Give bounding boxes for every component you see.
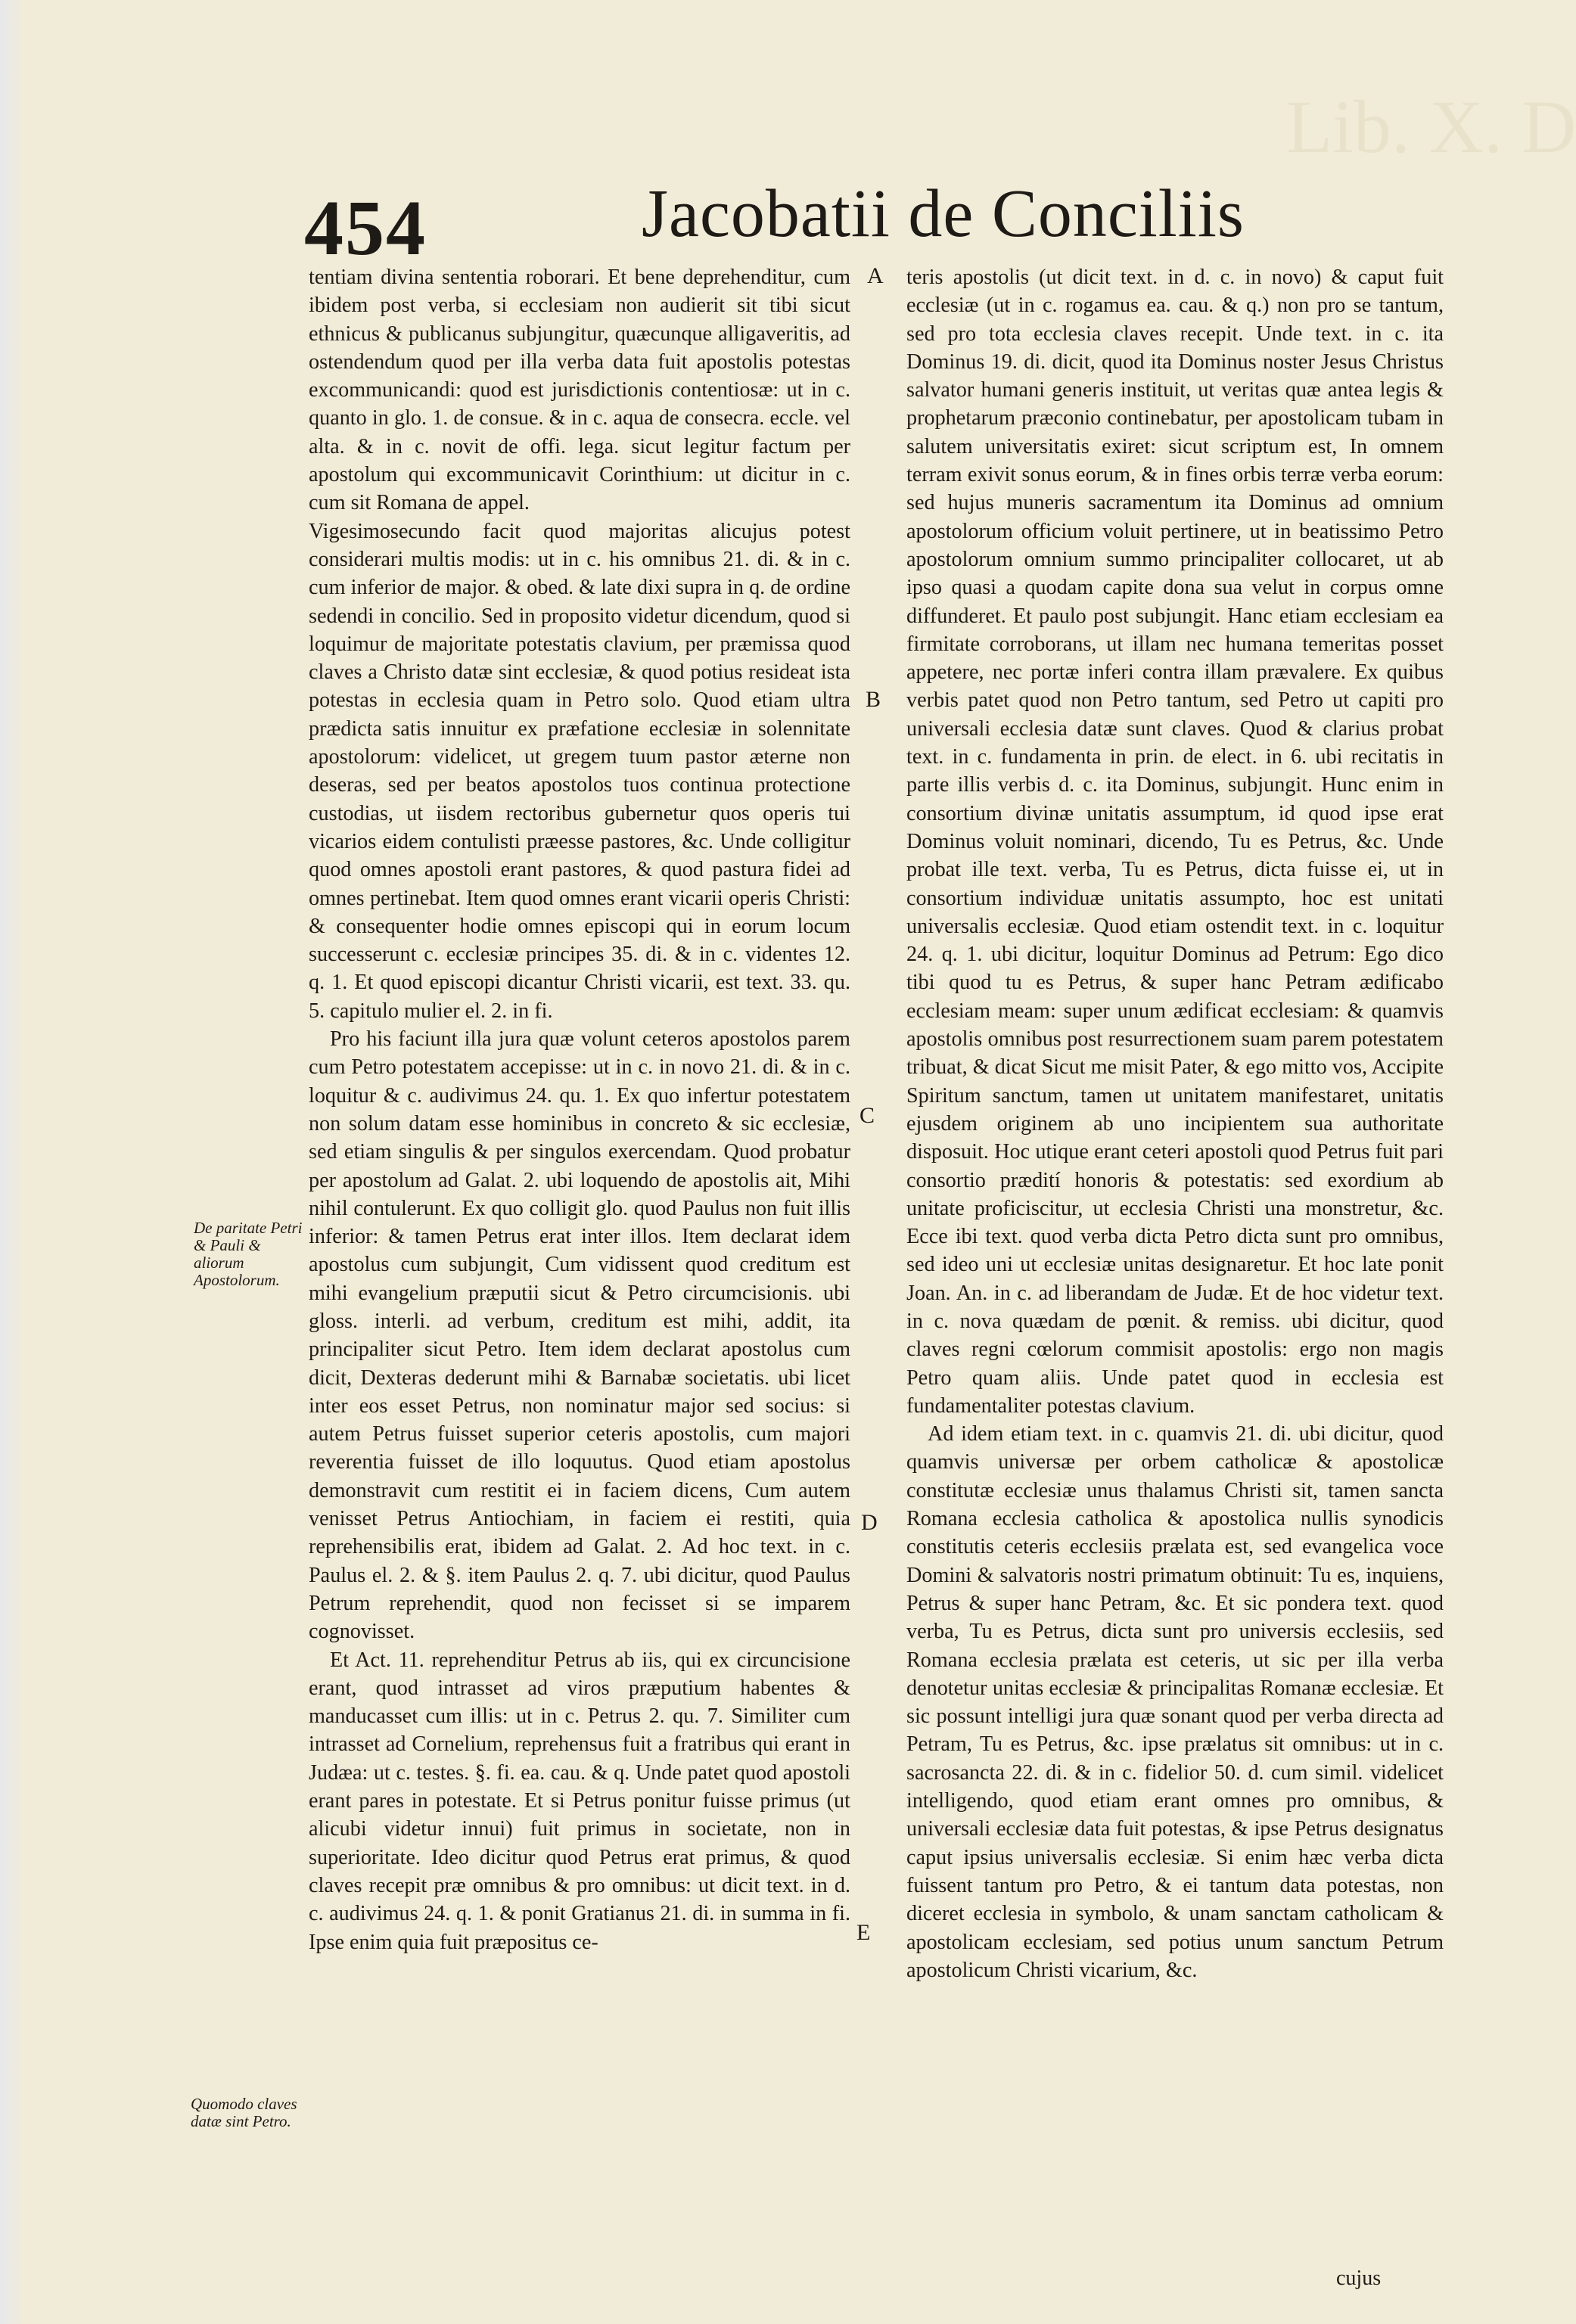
running-title: Jacobatii de Conciliis bbox=[642, 176, 1245, 251]
section-marker-d: D bbox=[861, 1510, 878, 1535]
marginal-note-parity: De paritate Petri & Pauli & aliorum Apostolorum. bbox=[194, 1219, 303, 1289]
page-edge bbox=[0, 0, 24, 2324]
marginal-note-keys: Quomodo claves datæ sint Petro. bbox=[191, 2095, 297, 2130]
catchword: cujus bbox=[1336, 2267, 1382, 2290]
paragraph: Ad idem etiam text. in c. quamvis 21. di. ubi dicitur, quod quamvis universæ per orbem catholicæ & apostolicæ constitutæ ecclesiæ unus thalamus Christi sit, tamen sancta Romana ecclesia catholica & apostolica nullis synodicis constitutis ceteris ecclesiis prælata est, sed evangelica voce Domini & salvatoris nostri primatum obtinuit: Tu es, inquiens, Petrus & super hanc Petram, &c. Et sic pondera text. quod verba, Tu es Petrus, dicta sunt pro universis ecclesiis, sed Romana ecclesia prælata est ceteris, ut sic per illa verba denotetur unitas ecclesiæ & principalitas Romanæ ecclesiæ. Et sic possunt intelligi jura quæ sonant quod per verba directa ad Petram, Tu es Petrus, &c. ipse prælatus sit omnibus: ut in c. sacrosancta 22. di. & in c. fidelior 50. d. cum simil. videlicet intelligendo, quod etiam erant omnes pro omnibus, & universali ecclesiæ data fuit potestas, & ipse Petrus designatus caput ipsius universalis ecclesiæ. Si enim hæc verba dicta fuissent tantum pro Petro, & ei tantum data potestas, non diceret ecclesia in symbolo, & unam sanctam catholicam & apostolicam ecclesiam, sed potius unum sanctum Petrum apostolicum Christi vicarium, &c. bbox=[906, 1422, 1444, 1982]
section-marker-c: C bbox=[859, 1103, 875, 1128]
paragraph: Pro his faciunt illa jura quæ volunt ceteros apostolos parem cum Petro potestatem accepisse: ut in c. in novo 21. di. & in c. loquitur & c. audivimus 24. qu. 1. Ex quo infertur potestatem non solum datam esse hominibus in concreto & sic ecclesiæ, sed etiam singulis & per singulos exercendam. Quod probatur per apostolum ad Galat. 2. ubi loquendo de apostolis ait, Mihi nihil contulerunt. Ex quo colligit glo. quod Paulus non fuit illis inferior: & tamen Petrus erat inter illos. Item declarat idem apostolus cum subjungit, Cum vidissent quod creditum est mihi evangelium præputii sicut & Petro circumcisionis. ubi gloss. interli. ad verbum, creditum est mihi, addit, ita principaliter sicut Petro. Item idem declarat apostolus cum dicit, Dexteras dederunt mihi & Barnabæ societatis. ubi licet inter eos esset Petrus, non nominatur major sed socius: si autem Petrus fuisset superior ceteris apostolis, cum majori reverentia fuisset de illo loquutus. Quod etiam apostolus demonstravit cum restitit ei in faciem dicens, Cum autem venisset Petrus Antiochiam, in faciem ei restiti, quia reprehensibilis erat, ibidem ad Galat. 2. Ad hoc text. in c. Paulus el. 2. & §. item Paulus 2. q. 7. ubi dicitur, quod Paulus Petrum reprehendit, quod non fecisset si se imparem cognovisset. bbox=[309, 1027, 850, 1644]
show-through-text: Lib. X. D bbox=[1286, 85, 1576, 169]
paragraph: Et Act. 11. reprehenditur Petrus ab iis, qui ex circuncisione erant, quod intrasset ad viros præputium habentes & manducasset cum illis: ut in c. Petrus 2. qu. 7. Similiter cum intrasset ad Cornelium, reprehensus fuit a fratribus qui erant in Judæa: ut c. testes. §. fi. ea. cau. & q. Unde patet quod apostoli erant pares in potestate. Et si Petrus ponitur fuisse primus (ut alicubi videtur innui) fuit primus in societate, non in superioritate. Ideo dicitur quod Petrus erat primus, & quod claves recepit præ omnibus & pro omnibus: ut dicit text. in d. c. audivimus 24. q. 1. & ponit Gratianus 21. di. in summa in fi. Ipse enim quia fuit præpositus ce- bbox=[309, 1648, 850, 1954]
section-marker-e: E bbox=[856, 1920, 871, 1945]
left-column bbox=[309, 263, 850, 1956]
paragraph: Vigesimosecundo facit quod majoritas alicujus potest considerari multis modis: ut in c. his omnibus 21. di. & in c. cum inferior de major. & obed. & late dixi supra in q. de ordine sedendi in concilio. Sed in proposito videtur dicendum, quod si loquimur de majoritate potestatis clavium, per præmissa quod claves a Christo datæ sint ecclesiæ, & quod potius resideat ista potestas in ecclesia quam in Petro solo. Quod etiam ultra prædicta satis innuitur ex præfatione ecclesiæ in solennitate apostolorum: videlicet, ut gregem tuum pastor æterne non deseras, sed per beatos apostolos tuos continua protectione custodias, ut iisdem rectoribus gubernetur quos operis tui vicarios eidem contulisti præesse pastores, &c. Unde colligitur quod omnes apostoli erant pastores, & quod pastura fidei ad omnes pertinebat. Item quod omnes erant vicarii operis Christi: & consequenter hodie omnes episcopi qui in eorum locum successerunt c. ecclesiæ principes 35. di. & in c. videntes 12. q. 1. Et quod episcopi dicantur Christi vicarii, est text. 33. qu. 5. capitulo mulier el. 2. in fi. bbox=[309, 519, 850, 1023]
page-number: 454 bbox=[304, 185, 427, 272]
paragraph: tentiam divina sententia roborari. Et bene deprehenditur, cum ibidem post verba, si ecclesiam non audierit sit tibi sicut ethnicus & publicanus subjungitur, quæcunque alligaveritis, ad ostendendum quod per illa verba data fuit apostolis potestas excommunicandi: quod est jurisdictionis contentiosæ: ut in c. quanto in glo. 1. de consue. & in c. aqua de consecra. eccle. vel alta. & in c. novit de offi. lega. sicut legitur factum per apostolum qui excommunicavit Corinthium: ut dicitur in c. cum sit Romana de appel. bbox=[309, 266, 850, 515]
paragraph: teris apostolis (ut dicit text. in d. c. in novo) & caput fuit ecclesiæ (ut in c. rogamus ea. cau. & q.) non pro se tantum, sed pro tota ecclesia claves recepit. Unde text. in c. ita Dominus 19. di. dicit, quod ita Dominus noster Jesus Christus salvator humani generis instituit, ut veritas quæ antea legis & prophetarum præconio continebatur, per apostolicam tubam in salutem universitatis exiret: sicut scriptum est, In omnem terram exivit sonus eorum, & in fines orbis terræ verba eorum: sed hujus muneris sacramentum ita Dominus ad omnium apostolorum officium voluit pertinere, ut in beatissimo Petro apostolorum omnium summo principaliter collocaret, ut ab ipso quasi a quodam capite dona sua velut in corpus omne diffunderet. Et paulo post subjungit. Hanc etiam ecclesiam ea firmitate corroborans, ut illam nec humana temeritas posset appetere, nec portæ inferi contra illam prævalere. Ex quibus verbis patet quod non Petro tantum, sed Petro ut capiti pro universali ecclesia datæ sunt claves. Quod & clarius probat text. in c. fundamenta in prin. de elect. in 6. ubi recitatis in parte illis verbis d. c. ita Dominus, subjungit. Hunc enim in consortium divinæ unitatis assumptum, id quod ipse erat Dominus voluit nominari, dicendo, Tu es Petrus, &c. Unde probat ille text. verba, Tu es Petrus, dicta fuisse ei, ut in consortium individuæ unitatis assumpto, hoc est unitati universalis ecclesiæ. Quod etiam ostendit text. in c. loquitur 24. q. 1. ubi dicitur, loquitur Dominus ad Petrum: Ego dico tibi quod tu es Petrus, & super hanc Petram ædificabo ecclesiam meam: super unum ædificat ecclesiam: & quamvis apostolis omnibus post resurrectionem suam parem potestatem tribuat, & dicat Sicut me misit Pater, & ego mitto vos, Accipite Spiritum sanctum, tamen ut unitatem manifestaret, unitatis ejusdem originem ab uno incipientem sua authoritate disposuit. Hoc utique erant ceteri apostoli quod Petrus fuit pari consortio prædití honoris & potestatis: sed exordium ab unitate proficiscitur, ut ecclesia Christi una monstretur, &c. Ecce ibi text. quod verba dicta Petro dicta sunt pro omnibus, sed ideo uni ut ecclesiæ unitas designaretur. Et hoc late ponit Joan. An. in c. ad liberandam de Judæ. Et de hoc videtur text. in c. nova quædam de pœnit. & remiss. ubi dicitur, quod claves regni cœlorum commisit apostolis: ergo non magis Petro quam aliis. Unde patet quod in ecclesia est fundamentaliter potestas clavium. bbox=[906, 266, 1444, 1418]
section-marker-b: B bbox=[866, 687, 881, 712]
right-column bbox=[906, 263, 1444, 1984]
section-marker-a: A bbox=[867, 263, 884, 288]
